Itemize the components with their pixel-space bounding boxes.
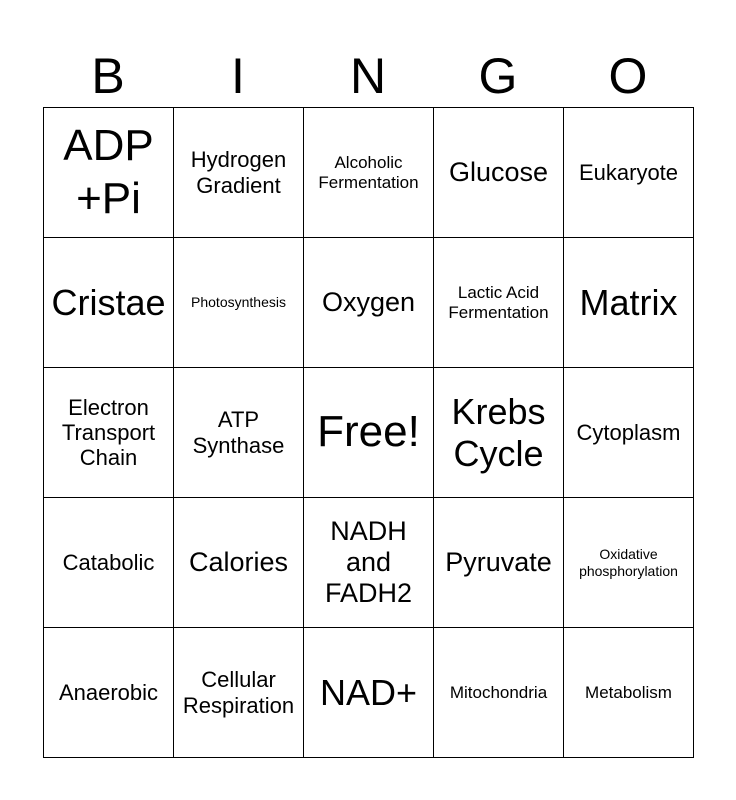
bingo-cell-r5-c1[interactable] <box>44 628 174 758</box>
bingo-cell-r5-c5[interactable] <box>564 628 694 758</box>
header-letter-i: I <box>231 48 245 104</box>
cell-label: Electron Transport Chain <box>61 394 156 471</box>
cell-label: Metabolism <box>585 682 672 702</box>
bingo-header <box>43 44 693 108</box>
bingo-cell-r2-c3[interactable] <box>304 238 434 368</box>
bingo-cell-r2-c4[interactable] <box>434 238 564 368</box>
header-letter-n: N <box>349 48 387 104</box>
cell-label: Matrix <box>579 281 678 323</box>
free-space-cell[interactable] <box>304 368 434 498</box>
bingo-cell-r1-c1[interactable] <box>44 108 174 238</box>
cell-label: NAD+ <box>319 671 418 713</box>
cell-label: Calories <box>188 546 289 577</box>
bingo-cell-r3-c2[interactable] <box>174 368 304 498</box>
bingo-cell-r4-c4[interactable] <box>434 498 564 628</box>
bingo-cell-r1-c2[interactable] <box>174 108 304 238</box>
bingo-cell-r1-c3[interactable] <box>304 108 434 238</box>
cell-label: Lactic Acid Fermentation <box>448 282 549 322</box>
cell-label: Glucose <box>448 156 549 187</box>
bingo-cell-r3-c4[interactable] <box>434 368 564 498</box>
bingo-cell-r2-c1[interactable] <box>44 238 174 368</box>
bingo-cell-r4-c3[interactable] <box>304 498 434 628</box>
cell-label: Catabolic <box>62 549 155 575</box>
bingo-cell-r4-c5[interactable] <box>564 498 694 628</box>
cell-label: Eukaryote <box>578 159 679 185</box>
cell-label: NADH and FADH2 <box>324 515 413 609</box>
bingo-cell-r3-c5[interactable] <box>564 368 694 498</box>
cell-label: Cytoplasm <box>576 419 681 445</box>
bingo-cell-r4-c2[interactable] <box>174 498 304 628</box>
bingo-cell-r5-c3[interactable] <box>304 628 434 758</box>
cell-label: ADP +Pi <box>63 120 154 223</box>
cell-label: Oxygen <box>321 286 416 317</box>
bingo-cell-r1-c4[interactable] <box>434 108 564 238</box>
header-letter-o: O <box>608 48 648 104</box>
cell-label: Krebs Cycle <box>451 391 546 474</box>
cell-label: ATP Synthase <box>192 407 285 458</box>
cell-label: Cellular Respiration <box>182 667 295 718</box>
free-space-label: Free! <box>317 407 420 457</box>
bingo-cell-r2-c5[interactable] <box>564 238 694 368</box>
cell-label: Pyruvate <box>445 546 552 577</box>
cell-label: Anaerobic <box>58 679 159 705</box>
cell-label: Oxidative phosphorylation <box>579 546 678 579</box>
bingo-cell-r4-c1[interactable] <box>44 498 174 628</box>
cell-label: Photosynthesis <box>191 294 286 311</box>
bingo-cell-r3-c1[interactable] <box>44 368 174 498</box>
bingo-cell-r5-c4[interactable] <box>434 628 564 758</box>
bingo-cell-r2-c2[interactable] <box>174 238 304 368</box>
bingo-cell-r5-c2[interactable] <box>174 628 304 758</box>
header-letter-g: G <box>478 48 518 104</box>
cell-label: Hydrogen Gradient <box>190 147 287 198</box>
cell-label: Cristae <box>51 281 166 323</box>
cell-label: Mitochondria <box>449 682 548 702</box>
cell-label: Alcoholic Fermentation <box>318 152 419 192</box>
header-letter-b: B <box>91 48 125 104</box>
bingo-board <box>43 107 694 758</box>
bingo-cell-r1-c5[interactable] <box>564 108 694 238</box>
